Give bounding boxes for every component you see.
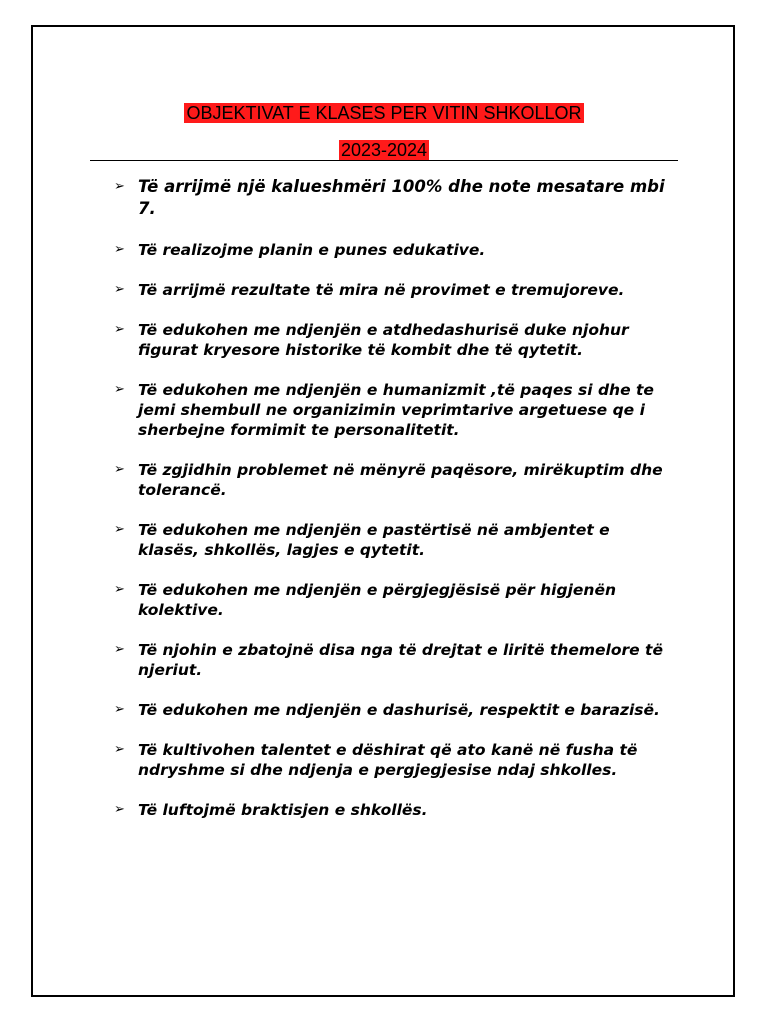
objective-text: Të edukohen me ndjenjën e dashurisë, respektit e barazisë. [138, 701, 660, 719]
objective-text: Të kultivohen talentet e dëshirat që ato kanë në fusha të ndryshme si dhe ndjenja e pergjegjesise ndaj shkolles. [138, 741, 638, 779]
objective-item [112, 800, 672, 820]
objective-text: Të njohin e zbatojnë disa nga të drejtat e liritë themelore të njeriut. [138, 641, 663, 679]
arrowhead-bullet-icon: ➢ [114, 702, 125, 717]
arrowhead-bullet-icon: ➢ [114, 179, 125, 194]
objective-item [112, 740, 672, 780]
objective-text: Të realizojme planin e punes edukative. [138, 241, 486, 259]
objectives-list [112, 176, 672, 840]
objective-item [112, 700, 672, 720]
objective-item [112, 320, 672, 360]
arrowhead-bullet-icon: ➢ [114, 522, 125, 537]
objective-item [112, 580, 672, 620]
arrowhead-bullet-icon: ➢ [114, 742, 125, 757]
objective-item [112, 640, 672, 680]
title-divider [90, 160, 678, 161]
arrowhead-bullet-icon: ➢ [114, 642, 125, 657]
document-title [0, 101, 768, 125]
objective-item [112, 176, 672, 220]
document-year [0, 138, 768, 162]
objective-text: Të arrijmë rezultate të mira në provimet e tremujoreve. [138, 281, 625, 299]
objective-item [112, 520, 672, 560]
objective-text: Të edukohen me ndjenjën e pastërtisë në ambjentet e klasës, shkollës, lagjes e qytetit. [138, 521, 610, 559]
title-line-1: OBJEKTIVAT E KLASES PER VITIN SHKOLLOR [186, 103, 582, 123]
arrowhead-bullet-icon: ➢ [114, 282, 125, 297]
objective-text: Të zgjidhin problemet në mënyrë paqësore, mirëkuptim dhe tolerancë. [138, 461, 663, 499]
objective-text: Të edukohen me ndjenjën e humanizmit ,të paqes si dhe te jemi shembull ne organizimin veprimtarive argetuese qe i sherbejne formimit te personalitetit. [138, 381, 654, 439]
arrowhead-bullet-icon: ➢ [114, 462, 125, 477]
objective-text: Të luftojmë braktisjen e shkollës. [138, 801, 428, 819]
objective-item [112, 460, 672, 500]
arrowhead-bullet-icon: ➢ [114, 582, 125, 597]
arrowhead-bullet-icon: ➢ [114, 242, 125, 257]
objective-text: Të arrijmë një kalueshmëri 100% dhe note mesatare mbi 7. [138, 177, 665, 218]
arrowhead-bullet-icon: ➢ [114, 322, 125, 337]
objective-item [112, 240, 672, 260]
title-line-2: 2023-2024 [340, 140, 428, 160]
objective-text: Të edukohen me ndjenjën e përgjegjësisë për higjenën kolektive. [138, 581, 616, 619]
objective-text: Të edukohen me ndjenjën e atdhedashurisë duke njohur figurat kryesore historike të kombit dhe të qytetit. [138, 321, 629, 359]
objective-item [112, 280, 672, 300]
arrowhead-bullet-icon: ➢ [114, 382, 125, 397]
objective-item [112, 380, 672, 440]
arrowhead-bullet-icon: ➢ [114, 802, 125, 817]
